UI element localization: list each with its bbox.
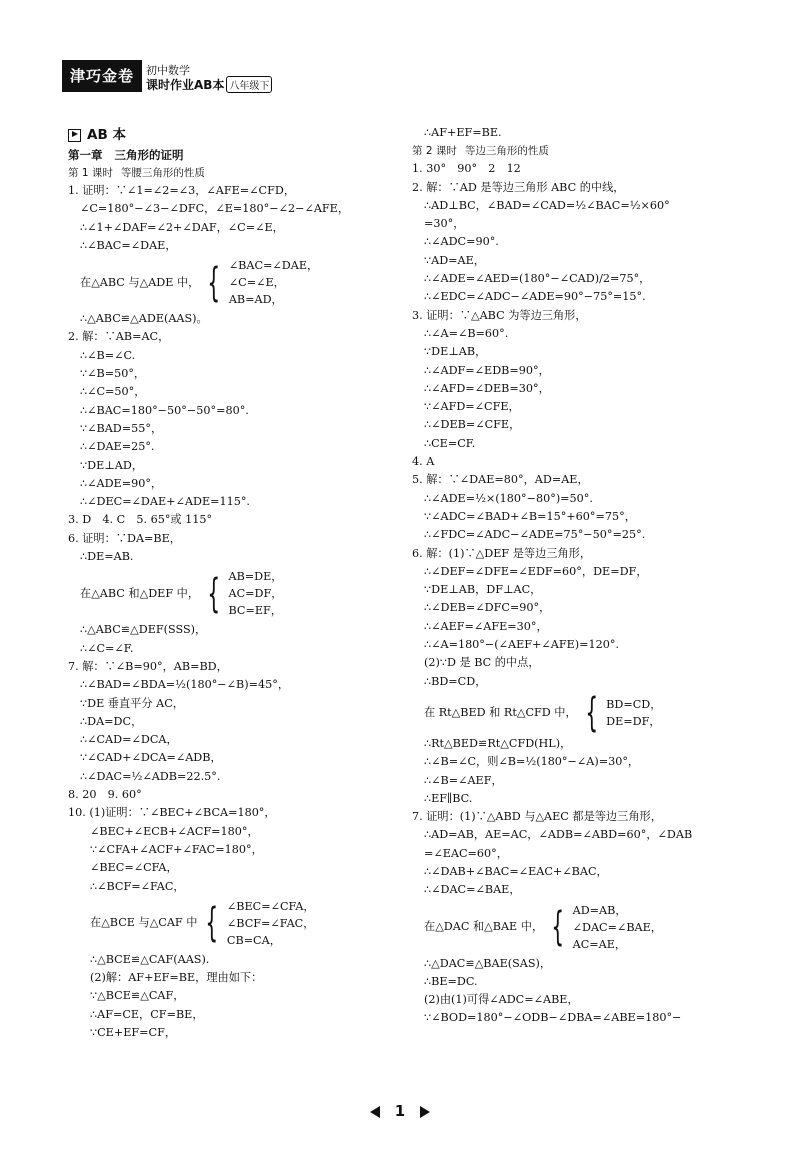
page-footer: [0, 1102, 800, 1120]
left-column: [68, 124, 388, 1042]
answer-q7: 7. 证明：(1)∵△ABD 与△AEC 都是等边三角形， ∴AD=AB，AE=AC，∠ADB=∠ABD=60°，∠DAB =∠EAC=60°， ∴∠DAB+∠BAC=∠EAC+∠BAC， ∴∠DAC=∠BAE， 在△DAC 和△BAE 中， { AD=AB， ∠DAC=∠BAE， AC=AE， ∴△DAC≌△BAE(SAS)， ∴BE=DC. (2)由(1)可得∠ADC=∠ABE， ∵∠BOD=180°−∠ODB−∠DBA=∠ABE=180°−: [412, 808, 757, 1028]
brand-logo: 津巧金卷: [62, 60, 142, 92]
header-subject: 初中数学: [146, 64, 190, 77]
grade-badge: 八年级下: [226, 76, 272, 93]
answer-q5: 5. 解：∵∠DAE=80°，AD=AE， ∴∠ADE=½×(180°−80°)=50°. ∵∠ADC=∠BAD+∠B=15°+60°=75°， ∴∠FDC=∠ADC−∠ADE=75°−50°=25°.: [412, 473, 646, 542]
answer-q3: 3. 证明：∵△ABC 为等边三角形， ∴∠A=∠B=60°. ∵DE⊥AB， ∴∠ADF=∠EDB=90°， ∴∠AFD=∠DEB=30°， ∵∠AFD=∠CFE， ∴∠DEB=∠CFE， ∴CE=CF.: [412, 308, 587, 450]
answer-q1: 1. 30° 90° 2 12: [412, 162, 521, 176]
answer-q8-9: 8. 20 9. 60°: [68, 788, 142, 802]
next-arrow-icon: [420, 1106, 430, 1118]
answer-q6: 6. 解：(1)∵△DEF 是等边三角形， ∴∠DEF=∠DFE=∠EDF=60°，DE=DF， ∵DE⊥AB，DF⊥AC， ∴∠DEB=∠DFC=90°， ∴∠AEF=∠AFE=30°， ∴∠A=180°−(∠AEF+∠AFE)=120°. (2)∵D 是 BC 的中点， ∴BD=CD， 在 Rt△BED 和 Rt△CFD 中， { BD=CD， DE=DF， ∴Rt△BED≌Rt△CFD(HL)， ∴∠B=∠C，则∠B=½(180°−∠A)=30°， ∴∠B=∠AEF， ∴EF∥BC.: [412, 545, 757, 809]
left-brace-icon: {: [205, 900, 219, 947]
lesson-heading: 第 2 课时 等边三角形的性质: [412, 145, 549, 158]
right-column: ∴AF+EF=BE. 第 2 课时 等边三角形的性质 1. 30° 90° 2 12 2. 解：∵AD 是等边三角形 ABC 的中线， ∴AD⊥BC，∠BAD=∠CAD=½∠BAC=½×60° =30°， ∴∠ADC=90°. ∵AD=AE， ∴∠ADE=∠AED=(180°−∠CAD)/2=75°， ∴∠EDC=∠ADC−∠ADE=90°−75°=15°. 3. 证明：∵△ABC 为等边三角形， ∴∠A=∠B=60°. ∵DE⊥AB， ∴∠ADF=∠EDB=90°， ∴∠AFD=∠DEB=30°， ∵∠AFD=∠CFE， ∴∠DEB=∠CFE， ∴CE=CF. 4. A 5. 解：∵∠DAE=80°，AD=AE， ∴∠ADE=½×(180°−80°)=50°. ∵∠ADC=∠BAD+∠B=15°+60°=75°， ∴∠FDC=∠ADC−∠ADE=75°−50°=25°. 6. 解：(1)∵△DEF 是等边三角形， ∴∠DEF=∠DFE=∠EDF=60°，DE=DF， ∵DE⊥AB，DF⊥AC， ∴∠DEB=∠DFC=90°， ∴∠AEF=∠AFE=30°， ∴∠A=180°−(∠AEF+∠AFE)=120°. (2)∵D 是 BC 的中点， ∴BD=CD， 在 Rt△BED 和 Rt△CFD 中， { BD=CD， DE=DF， ∴Rt△BED≌Rt△CFD(HL)， ∴∠B=∠C，则∠B=½(180°−∠A)=30°， ∴∠B=∠AEF， ∴EF∥BC. 7. 证明：(1)∵△ABD 与△AEC 都是等边三角形， ∴AD=AB，AE=AC，∠ADB=∠ABD=60°，∠DAB =∠EAC=60°， ∴∠DAB+∠BAC=∠EAC+∠BAC， ∴∠DAC=∠BAE， 在△DAC 和△BAE 中， { AD=AB， ∠DAC=∠BAE， AC=AE， ∴△DAC≌△BAE(SAS)， ∴BE=DC. (2)由(1)可得∠ADC=∠ABE， ∵∠BOD=180°−∠ODB−∠DBA=∠ABE=180°−: [412, 124, 757, 1028]
prev-arrow-icon: [370, 1106, 380, 1118]
page-number: 1: [394, 1102, 406, 1120]
equation-system: 在△BCE 与△CAF 中 { ∠BEC=∠CFA， ∠BCF=∠FAC， CB=CA，: [90, 899, 315, 947]
play-triangle-icon: [68, 129, 81, 142]
answer-q10: 10. (1)证明：∵∠BEC+∠BCA=180°， ∠BEC+∠ECB+∠ACF=180°， ∵∠CFA+∠ACF+∠FAC=180°， ∠BEC=∠CFA， ∴∠BCF=∠FAC， 在△BCE 与△CAF 中 { ∠BEC=∠CFA， ∠BCF=∠FAC， CB=CA， ∴△BCE≌△CAF(AAS). (2)解：AF+EF=BE，理由如下： ∵△BCE≌△CAF， ∴AF=CE，CF=BE， ∵CE+EF=CF，: [68, 804, 388, 1042]
section-heading: AB 本: [68, 124, 388, 146]
left-brace-icon: {: [207, 259, 221, 306]
lesson-heading: 第 1 课时 等腰三角形的性质: [68, 167, 205, 179]
left-brace-icon: {: [585, 689, 598, 736]
equation-system: 在△ABC 和△DEF 中， { AB=DE， AC=DF， BC=EF，: [80, 570, 283, 618]
answer-q4: 4. A: [412, 455, 435, 469]
header-book-title: 课时作业AB本 八年级下: [146, 76, 272, 93]
answer-q7: 7. 解：∵∠B=90°，AB=BD， ∴∠BAD=∠BDA=½(180°−∠B)=45°， ∵DE 垂直平分 AC， ∴DA=DC， ∴∠CAD=∠DCA， ∵∠CAD+∠DCA=∠ADB， ∴∠DAC=½∠ADB=22.5°.: [68, 659, 290, 783]
answer-q1: 1. 证明：∵∠1=∠2=∠3，∠AFE=∠CFD， ∠C=180°−∠3−∠DFC，∠E=180°−∠2−∠AFE， ∴∠1+∠DAF=∠2+∠DAF，∠C=∠E， ∴∠BAC=∠DAE， 在△ABC 与△ADE 中， { ∠BAC=∠DAE， ∠C=∠E， AB=AD， ∴△ABC≌△ADE(AAS)。: [68, 182, 388, 328]
equation-system: 在△ABC 与△ADE 中， { ∠BAC=∠DAE， ∠C=∠E， AB=AD，: [80, 259, 319, 307]
left-brace-icon: {: [551, 904, 565, 951]
left-brace-icon: {: [207, 570, 221, 617]
answer-q6: 6. 证明：∵DA=BE， ∴DE=AB. 在△ABC 和△DEF 中， { AB=DE， AC=DF， BC=EF， ∴△ABC≌△DEF(SSS)， ∴∠C=∠F.: [68, 530, 388, 658]
equation-system: 在 Rt△BED 和 Rt△CFD 中， { BD=CD， DE=DF，: [424, 689, 662, 736]
chapter-heading: 第一章 三角形的证明: [68, 148, 184, 162]
answer-q2: 2. 解：∵AD 是等边三角形 ABC 的中线， ∴AD⊥BC，∠BAD=∠CAD=½∠BAC=½×60° =30°， ∴∠ADC=90°. ∵AD=AE， ∴∠ADE=∠AED=(180°−∠CAD)/2=75°， ∴∠EDC=∠ADC−∠ADE=90°−75°=15°.: [412, 180, 670, 304]
book-header: [62, 60, 292, 92]
answer-q2: 2. 解：∵AB=AC， ∴∠B=∠C. ∵∠B=50°， ∴∠C=50°， ∴∠BAC=180°−50°−50°=80°. ∵∠BAD=55°， ∴∠DAE=25°. ∵DE⊥AD， ∴∠ADE=90°， ∴∠DEC=∠DAE+∠ADE=115°.: [68, 330, 250, 509]
answer-q3-5: 3. D 4. C 5. 65°或 115°: [68, 513, 213, 527]
equation-system: 在△DAC 和△BAE 中， { AD=AB， ∠DAC=∠BAE， AC=AE，: [424, 903, 662, 951]
